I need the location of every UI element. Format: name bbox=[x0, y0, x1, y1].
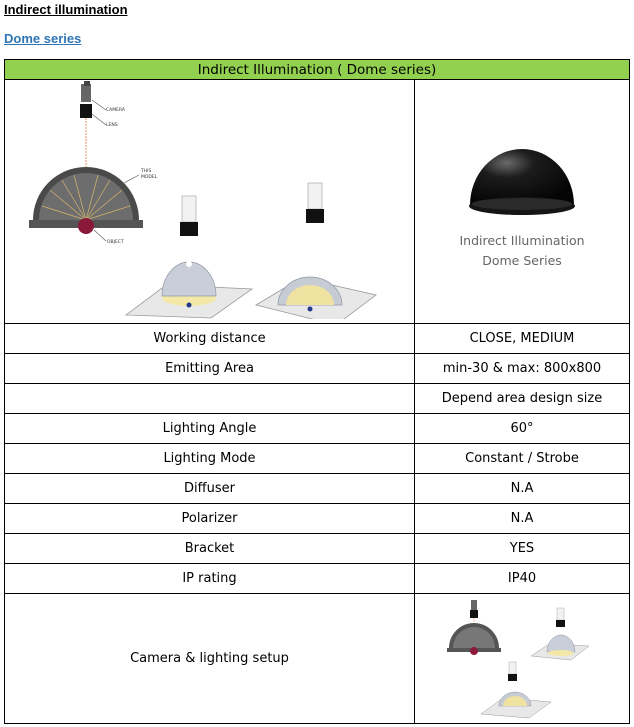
page-heading: Indirect illumination bbox=[4, 2, 128, 17]
spec-row bbox=[5, 444, 630, 474]
spec-row bbox=[5, 384, 630, 414]
camera-icon bbox=[80, 81, 92, 118]
spec-label: Diffuser bbox=[5, 474, 415, 504]
spec-label: Lighting Angle bbox=[5, 414, 415, 444]
setup-row bbox=[5, 594, 630, 724]
spec-row bbox=[5, 354, 630, 384]
product-image-cell bbox=[415, 80, 630, 324]
spec-label bbox=[5, 384, 415, 414]
dome-product-image bbox=[462, 133, 582, 229]
dome-section-diagram bbox=[29, 167, 143, 234]
spec-row bbox=[5, 474, 630, 504]
product-caption bbox=[415, 231, 629, 271]
setup-image-cell bbox=[415, 594, 630, 724]
camera-label: CAMERA bbox=[105, 108, 125, 113]
spec-table bbox=[4, 59, 630, 724]
spec-value: CLOSE, MEDIUM bbox=[415, 324, 630, 354]
dome-light-3d-1 bbox=[126, 261, 252, 318]
spec-value: Depend area design size bbox=[415, 384, 630, 414]
spec-row bbox=[5, 534, 630, 564]
spec-value: min-30 & max: 800x800 bbox=[415, 354, 630, 384]
spec-row bbox=[5, 564, 630, 594]
spec-row bbox=[5, 504, 630, 534]
dome-series-link[interactable]: Dome series bbox=[4, 31, 82, 46]
lens-label: LENS bbox=[105, 123, 118, 128]
camera-icon bbox=[180, 196, 198, 236]
camera-icon bbox=[306, 183, 324, 223]
dome-light-3d-2 bbox=[256, 277, 376, 319]
setup-thumbnail-image bbox=[437, 596, 607, 722]
spec-label: Working distance bbox=[5, 324, 415, 354]
setup-diagram-image bbox=[6, 80, 414, 319]
spec-label: Emitting Area bbox=[5, 354, 415, 384]
spec-row bbox=[5, 324, 630, 354]
spec-label: IP rating bbox=[5, 564, 415, 594]
object-label: OBJECT bbox=[106, 240, 124, 245]
spec-label: Bracket bbox=[5, 534, 415, 564]
table-title-row bbox=[5, 60, 630, 80]
spec-label: Polarizer bbox=[5, 504, 415, 534]
spec-value: N.A bbox=[415, 474, 630, 504]
setup-diagram-cell bbox=[5, 80, 415, 324]
table-title: Indirect Illumination ( Dome series) bbox=[5, 60, 630, 80]
model-label-line1: THIS bbox=[140, 169, 151, 174]
spec-value: IP40 bbox=[415, 564, 630, 594]
image-row bbox=[5, 80, 630, 324]
setup-label: Camera & lighting setup bbox=[5, 594, 415, 724]
spec-value: YES bbox=[415, 534, 630, 564]
camera-icon bbox=[470, 600, 478, 618]
spec-value: Constant / Strobe bbox=[415, 444, 630, 474]
product-caption-line2: Dome Series bbox=[482, 252, 562, 268]
spec-value: 60° bbox=[415, 414, 630, 444]
spec-row bbox=[5, 414, 630, 444]
model-label-line2: MODEL bbox=[140, 175, 157, 180]
spec-label: Lighting Mode bbox=[5, 444, 415, 474]
product-caption-line1: Indirect Illumination bbox=[459, 232, 585, 248]
spec-value: N.A bbox=[415, 504, 630, 534]
